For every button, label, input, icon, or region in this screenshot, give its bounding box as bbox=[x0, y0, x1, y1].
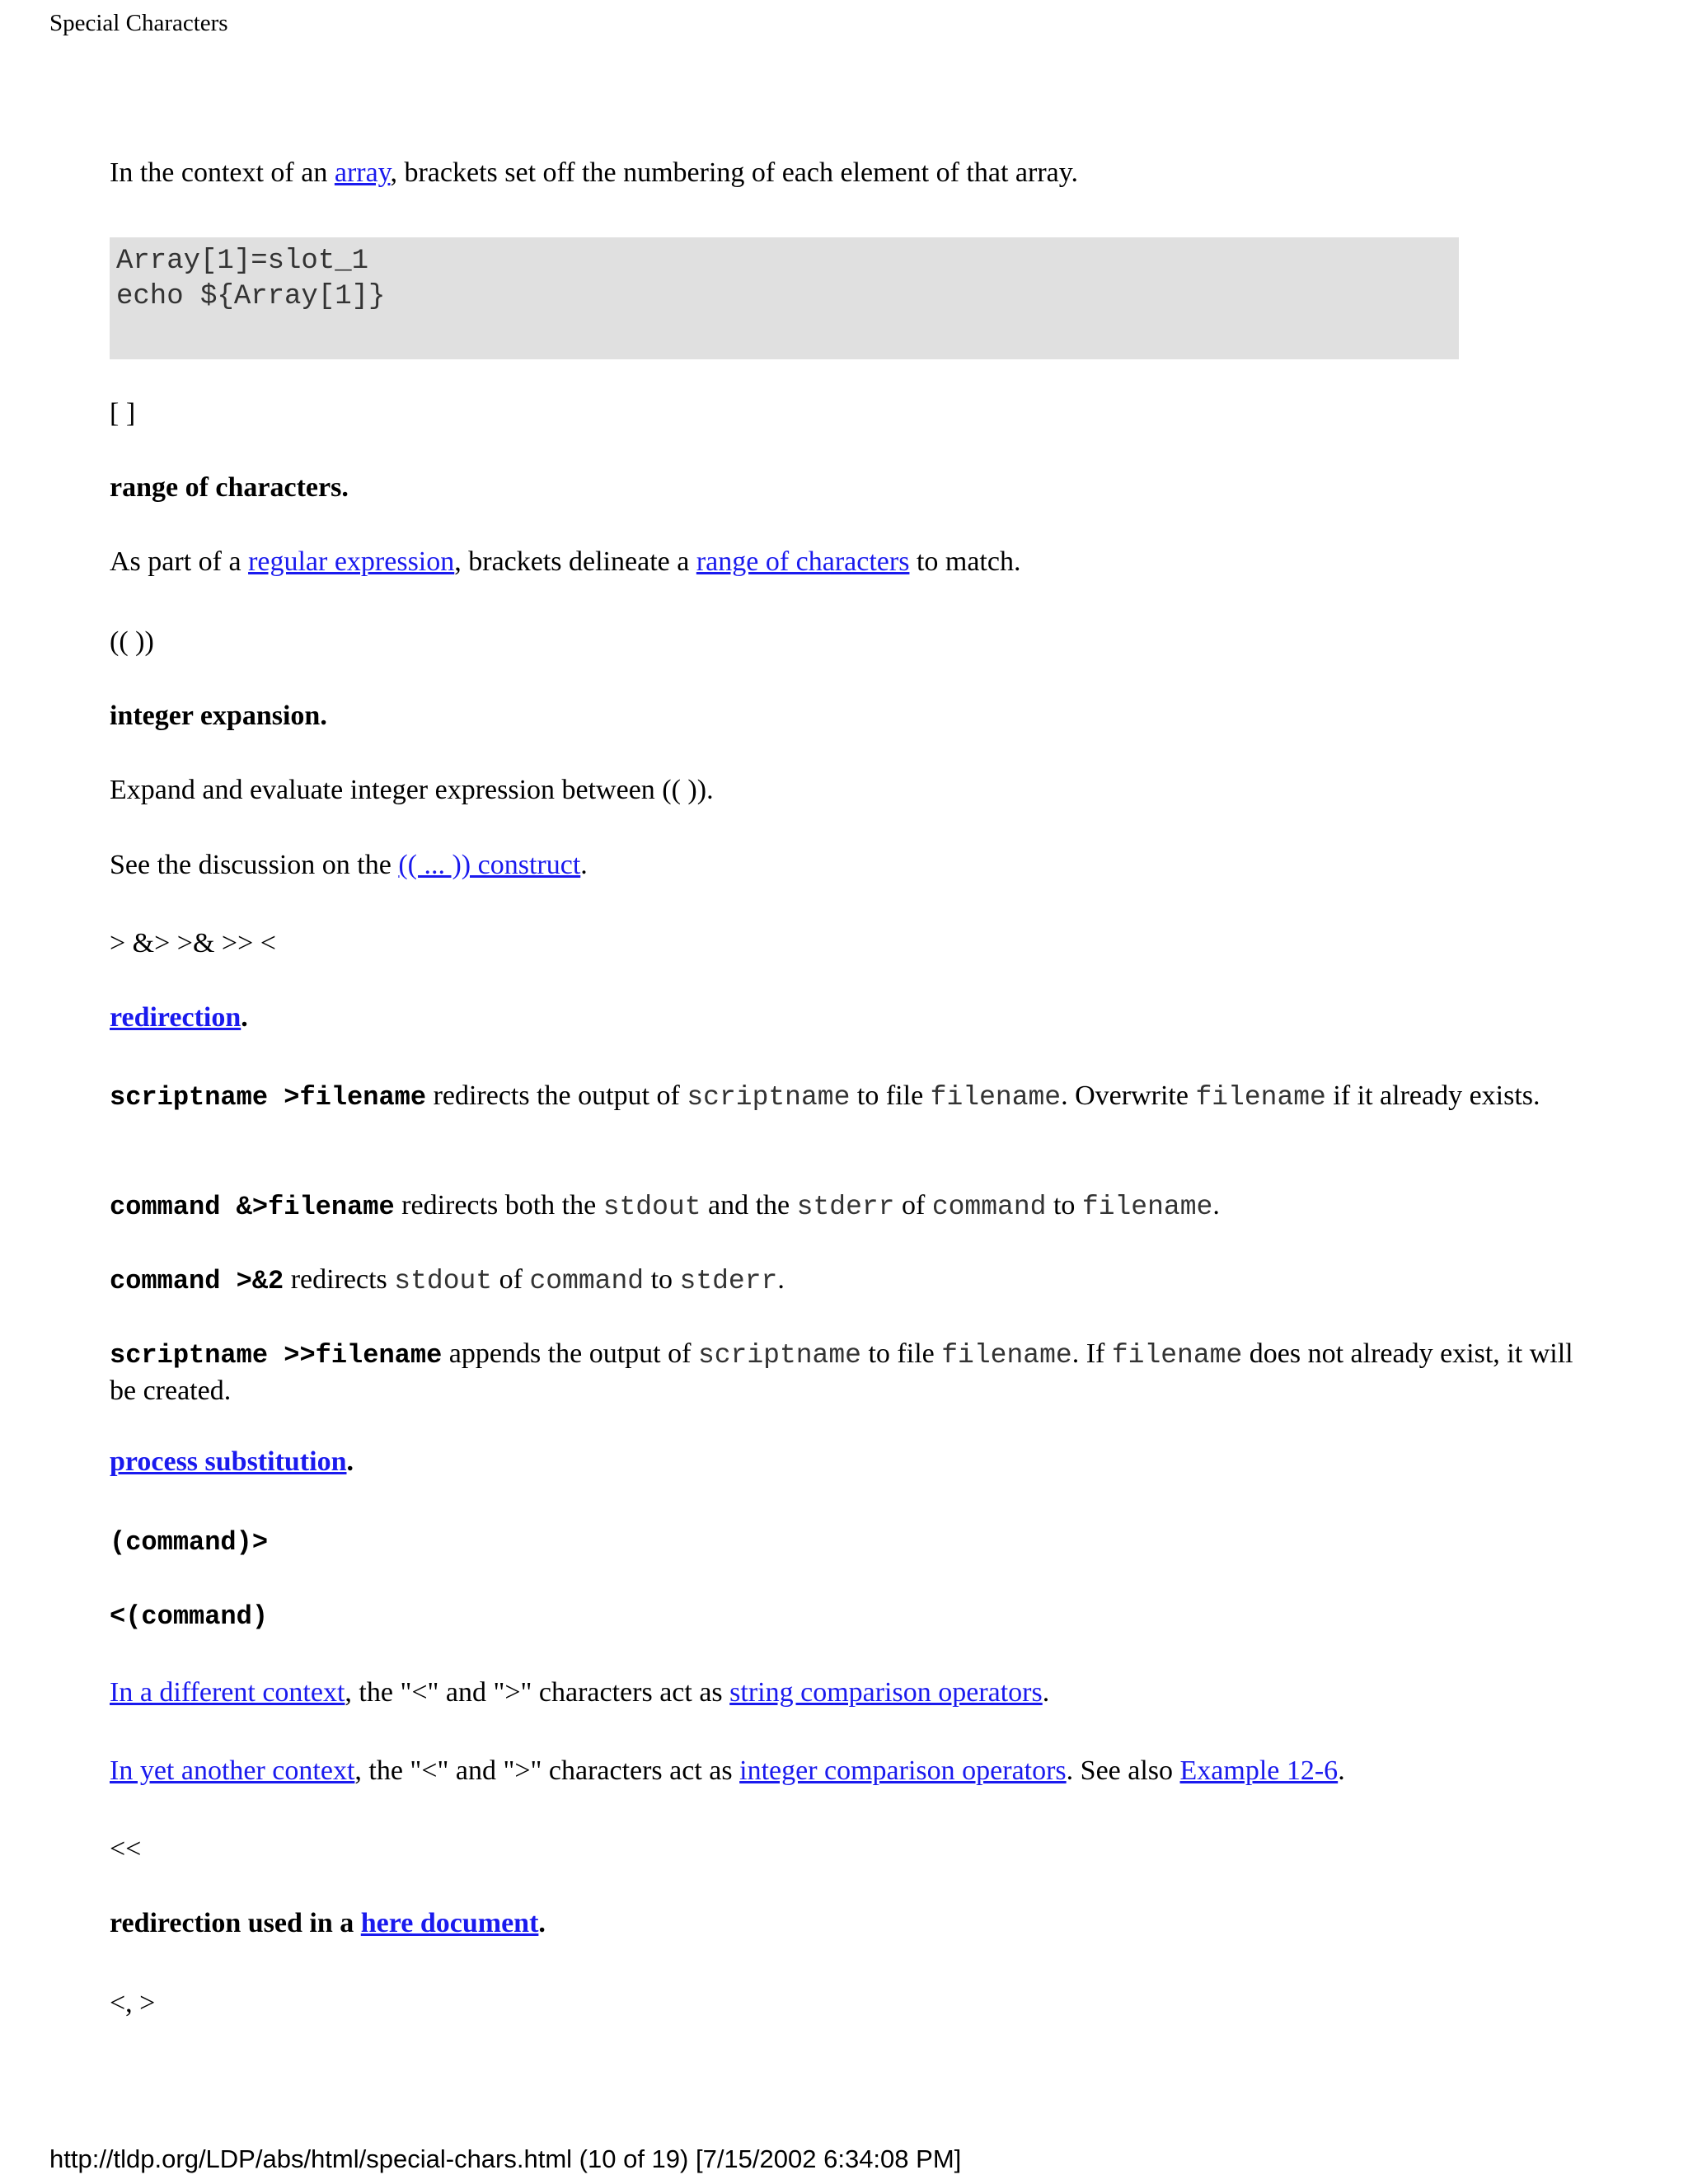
redirection-link[interactable]: redirection bbox=[110, 1002, 241, 1033]
string-comparison-paragraph: In a different context, the "<" and ">" characters act as string comparison operators. bbox=[110, 1677, 1050, 1708]
code-line-2: echo ${Array[1]} bbox=[116, 281, 386, 312]
heading-range-of-characters: range of characters. bbox=[110, 472, 349, 503]
heading-heredoc: redirection used in a here document. bbox=[110, 1908, 546, 1938]
intro-paragraph: In the context of an array, brackets set off the numbering of each element of that array. bbox=[110, 157, 1079, 188]
page-header: Special Characters bbox=[49, 10, 228, 36]
brackets-description: As part of a regular expression, brackets delineate a range of characters to match. bbox=[110, 546, 1021, 577]
cmd-scriptname-gtgt-filename: scriptname >>filename bbox=[110, 1340, 443, 1371]
term-angle-brackets: <, > bbox=[110, 1988, 156, 2018]
here-document-link[interactable]: here document bbox=[360, 1908, 539, 1938]
integer-expansion-see-also: See the discussion on the (( ... )) construct. bbox=[110, 850, 588, 880]
code-block bbox=[110, 237, 1459, 359]
heading-integer-expansion: integer expansion. bbox=[110, 701, 327, 731]
term-double-paren: (( )) bbox=[110, 626, 154, 657]
different-context-link[interactable]: In a different context bbox=[110, 1677, 345, 1708]
example-12-6-link[interactable]: Example 12-6 bbox=[1179, 1755, 1339, 1786]
string-comparison-operators-link[interactable]: string comparison operators bbox=[729, 1677, 1043, 1708]
process-sub-form-input: <(command) bbox=[110, 1601, 269, 1632]
code-line-1: Array[1]=slot_1 bbox=[116, 246, 369, 277]
redirect-stderr-paragraph: command >&2 redirects stdout of command to stderr. bbox=[110, 1264, 785, 1296]
term-heredoc: << bbox=[110, 1834, 142, 1864]
term-redirection-operators: > &> >& >> < bbox=[110, 928, 276, 958]
integer-comparison-operators-link[interactable]: integer comparison operators bbox=[739, 1755, 1067, 1786]
integer-expansion-description: Expand and evaluate integer expression between (( )). bbox=[110, 775, 714, 805]
cmd-scriptname-gt-filename: scriptname >filename bbox=[110, 1082, 427, 1113]
redirect-overwrite-paragraph: scriptname >filename redirects the output of scriptname to file filename. Overwrite filename if it already exists. bbox=[110, 1080, 1540, 1113]
heading-redirection: redirection. bbox=[110, 1002, 248, 1033]
page-footer: http://tldp.org/LDP/abs/html/special-chars.html (10 of 19) [7/15/2002 6:34:08 PM] bbox=[49, 2144, 962, 2173]
process-substitution-link[interactable]: process substitution bbox=[110, 1446, 347, 1477]
range-of-characters-link[interactable]: range of characters bbox=[696, 546, 910, 577]
double-paren-construct-link[interactable]: (( ... )) construct bbox=[398, 850, 581, 880]
regular-expression-link[interactable]: regular expression bbox=[248, 546, 455, 577]
integer-comparison-paragraph: In yet another context, the "<" and ">" characters act as integer comparison operators. See also Example 12-6. bbox=[110, 1755, 1345, 1786]
cmd-command-gtamp2: command >&2 bbox=[110, 1266, 284, 1296]
process-sub-form-output: (command)> bbox=[110, 1527, 269, 1558]
cmd-command-ampgt-filename: command &>filename bbox=[110, 1192, 395, 1222]
yet-another-context-link[interactable]: In yet another context bbox=[110, 1755, 355, 1786]
redirect-append-paragraph: scriptname >>filename appends the output of scriptname to file filename. If filename does not already exist, it will be created. bbox=[110, 1338, 1573, 1406]
array-link[interactable]: array bbox=[334, 157, 391, 188]
term-brackets: [ ] bbox=[110, 398, 136, 429]
heading-process-substitution: process substitution. bbox=[110, 1446, 354, 1477]
redirect-both-paragraph: command &>filename redirects both the stdout and the stderr of command to filename. bbox=[110, 1190, 1220, 1222]
